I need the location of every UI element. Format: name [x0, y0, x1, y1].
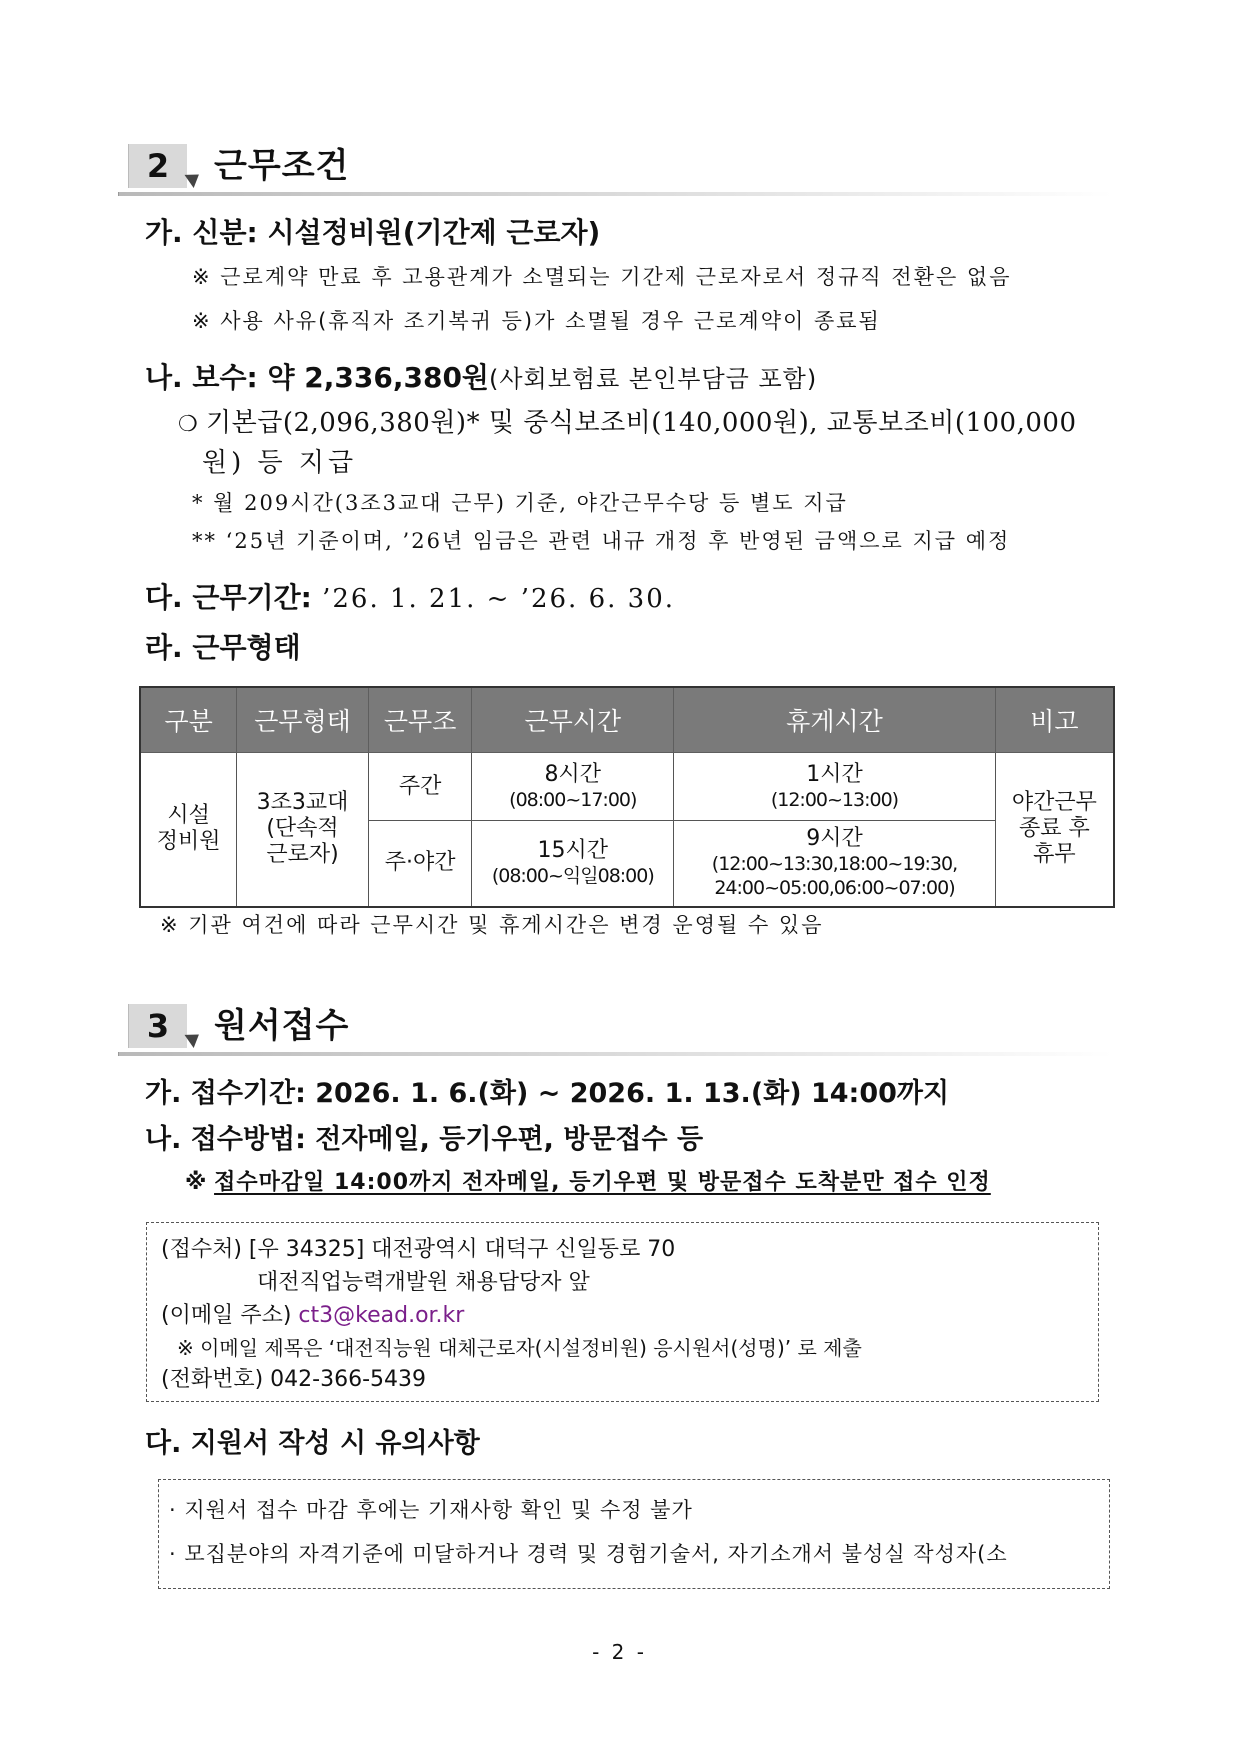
column-header: 근무형태 — [237, 687, 369, 753]
section-number: 3 — [128, 1004, 187, 1048]
deadline-text: 접수마감일 14:00까지 전자메일, 등기우편 및 방문접수 도착분만 접수 인정 — [214, 1170, 991, 1195]
cell-text: (12:00~13:30,18:00~19:30, — [711, 853, 958, 876]
section-2-header — [118, 140, 1112, 200]
cell-text: 9시간 — [806, 826, 863, 852]
application-period: 가. 접수기간: 2026. 1. 6.(화) ~ 2026. 1. 13.(화) 14:00까지 — [145, 1078, 950, 1109]
shift-cell: 주간 — [368, 753, 472, 821]
column-header: 근무조 — [368, 687, 472, 753]
table-row — [140, 753, 1114, 821]
footnote-2: ** ‘25년 기준이며, ’26년 임금은 관련 내규 개정 후 반영된 금액으로 지급 예정 — [192, 529, 1011, 553]
submission-info-box — [146, 1222, 1099, 1402]
cell-text: 정비원 — [156, 829, 221, 855]
column-header: 구분 — [140, 687, 237, 753]
page-number: - 2 - — [592, 1640, 647, 1664]
email-line — [161, 1299, 464, 1332]
cell-text: 근로자) — [266, 842, 339, 868]
notice-item: · 모집분야의 자격기준에 미달하거나 경력 및 경험기술서, 자기소개서 불성실 작성자(소 — [169, 1542, 1008, 1566]
rest-hours-cell — [674, 821, 996, 907]
subheading-ga: 가. 신분: 시설정비원(기간제 근로자) — [145, 216, 601, 249]
cell-text: (단속적 — [266, 816, 339, 842]
subheading-da-3: 다. 지원서 작성 시 유의사항 — [145, 1428, 480, 1459]
salary-heading: 나. 보수: 약 2,336,380원 — [145, 361, 489, 394]
cell-text: 종료 후 — [1019, 816, 1090, 842]
work-hours-cell — [472, 753, 674, 821]
notice-box — [158, 1479, 1110, 1589]
email-subject-note: ※ 이메일 제목은 ‘대전직능원 대체근로자(시설정비원) 응시원서(성명)’ 로 제출 — [177, 1336, 862, 1360]
note-line: ※ 사용 사유(휴직자 조기복귀 등)가 소멸될 경우 근로계약이 종료됨 — [192, 309, 881, 333]
section-rule — [118, 1052, 1113, 1056]
cell-text: (08:00~익일08:00) — [491, 865, 654, 888]
deadline-note — [185, 1166, 991, 1200]
section-3-header — [118, 1000, 1112, 1060]
cell-text: (08:00~17:00) — [509, 788, 637, 811]
cell-text: (12:00~13:00) — [770, 788, 899, 811]
email-link[interactable]: ct3@kead.or.kr — [298, 1303, 465, 1328]
cell-text: 야간근무 — [1011, 790, 1097, 816]
salary-bullet — [178, 405, 1077, 443]
notice-item: · 지원서 접수 마감 후에는 기재사항 확인 및 수정 불가 — [169, 1498, 693, 1522]
rest-hours-cell — [674, 753, 996, 821]
remark-cell — [995, 753, 1114, 907]
work-type-cell — [237, 753, 369, 907]
table-note: ※ 기관 여건에 따라 근무시간 및 휴게시간은 변경 운영될 수 있음 — [160, 913, 824, 937]
section-rule — [118, 192, 1113, 196]
salary-note: (사회보험료 본인부담금 포함) — [488, 365, 818, 393]
column-header: 휴게시간 — [674, 687, 996, 753]
period-value: ’26. 1. 21. ~ ’26. 6. 30. — [311, 584, 676, 614]
phone-line: (전화번호) 042-366-5439 — [161, 1367, 427, 1392]
subheading-na — [145, 358, 817, 398]
section-number: 2 — [128, 144, 187, 188]
arrow-icon — [184, 1028, 203, 1048]
address-line: (접수처) [우 34325] 대전광역시 대덕구 신일동로 70 — [161, 1237, 676, 1262]
work-hours-cell — [472, 821, 674, 907]
cell-text: 8시간 — [544, 761, 602, 787]
section-title: 원서접수 — [214, 1006, 350, 1046]
email-label: (이메일 주소) — [161, 1303, 299, 1328]
section-title: 근무조건 — [214, 146, 350, 186]
application-method: 나. 접수방법: 전자메일, 등기우편, 방문접수 등 — [145, 1124, 704, 1155]
work-schedule-table — [139, 686, 1115, 908]
arrow-icon — [184, 168, 203, 188]
recipient-line: 대전직업능력개발원 채용담당자 앞 — [257, 1270, 590, 1295]
cell-text: 시설 — [167, 803, 210, 829]
circle-bullet-icon: ❍ — [178, 412, 198, 437]
note-line: ※ 근로계약 만료 후 고용관계가 소멸되는 기간제 근로자로서 정규직 전환은 없음 — [192, 265, 1012, 289]
table-header-row — [140, 687, 1114, 753]
cell-text: 휴무 — [1033, 842, 1076, 868]
subheading-da — [145, 578, 675, 618]
category-cell — [140, 753, 237, 907]
cell-text: 3조3교대 — [256, 790, 349, 816]
column-header: 근무시간 — [472, 687, 674, 753]
salary-bullet-cont: 원) 등 지급 — [202, 448, 358, 478]
note-mark: ※ — [185, 1170, 207, 1195]
salary-bullet-text: 기본급(2,096,380원)* 및 중식보조비(140,000원), 교통보조비(100,000 — [206, 408, 1077, 438]
cell-text: 15시간 — [537, 838, 609, 864]
period-heading: 다. 근무기간: — [145, 581, 312, 614]
footnote-1: * 월 209시간(3조3교대 근무) 기준, 야간근무수당 등 별도 지급 — [192, 491, 848, 515]
cell-text: 24:00~05:00,06:00~07:00) — [714, 877, 955, 900]
column-header: 비고 — [995, 687, 1114, 753]
shift-cell: 주·야간 — [368, 821, 472, 907]
cell-text: 1시간 — [806, 761, 863, 787]
subheading-ra: 라. 근무형태 — [145, 631, 301, 664]
